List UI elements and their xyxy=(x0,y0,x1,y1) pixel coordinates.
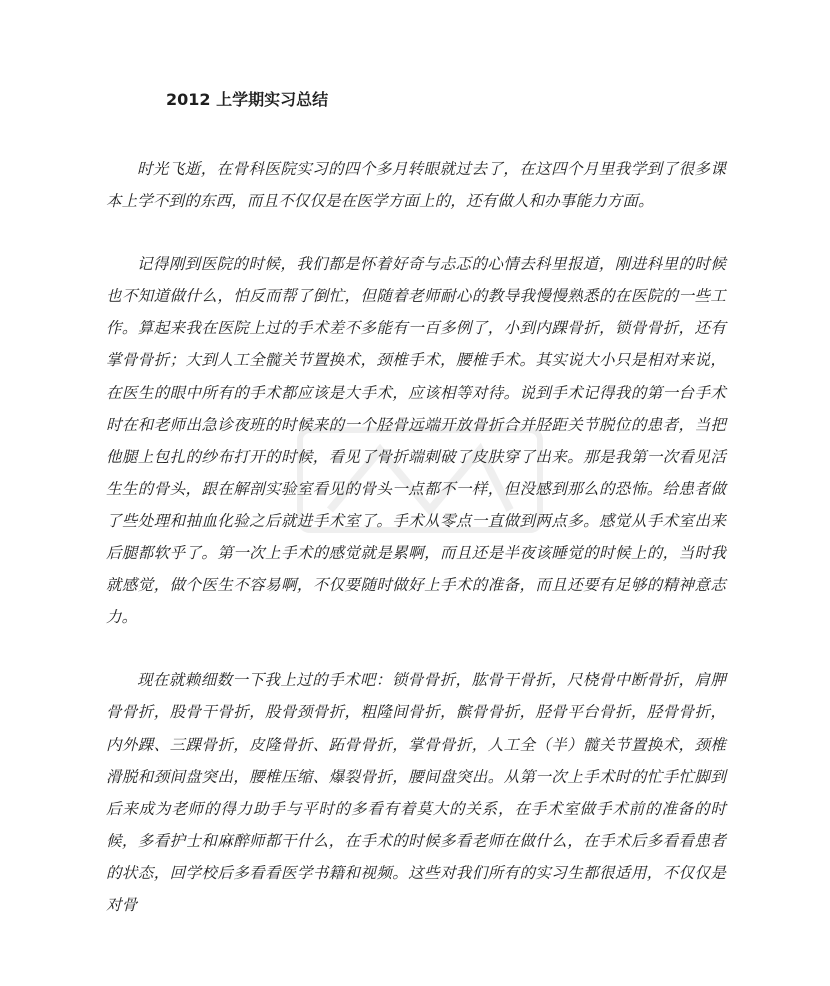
paragraph-first-surgery: 记得刚到医院的时候，我们都是怀着好奇与忐忑的心情去科里报道，刚进科里的时候也不知道做什么，怕反而帮了倒忙，但随着老师耐心的教导我慢慢熟悉的在医院的一些工作。算起来我在医院上过的手术差不多能有一百多例了，小到内踝骨折，锁骨骨折，还有掌骨骨折；大到人工全髋关节置换术，颈椎手术，腰椎手术。其实说大小只是相对来说，在医生的眼中所有的手术都应该是大手术，应该相等对待。说到手术记得我的第一台手术时在和老师出急诊夜班的时候来的一个胫骨远端开放骨折合并胫距关节脱位的患者，当把他腿上包扎的纱布打开的时候，看见了骨折端刺破了皮肤穿了出来。那是我第一次看见活生生的骨头，跟在解剖实验室看见的骨头一点都不一样，但没感到那么的恐怖。给患者做了些处理和抽血化验之后就进手术室了。手术从零点一直做到两点多。感觉从手术室出来后腿都软乎了。第一次上手术的感觉就是累啊，而且还是半夜该睡觉的时候上的，当时我就感觉，做个医生不容易啊，不仅要随时做好上手术的准备，而且还要有足够的精神意志力。 xyxy=(106,255,726,627)
paragraph-intro: 时光飞逝，在骨科医院实习的四个多月转眼就过去了，在这四个月里我学到了很多课本上学不到的东西，而且不仅仅是在医学方面上的，还有做人和办事能力方面。 xyxy=(106,160,726,211)
paragraph-surgery-list: 现在就赖细数一下我上过的手术吧：锁骨骨折，肱骨干骨折，尺桡骨中断骨折，肩胛骨骨折，股骨干骨折，股骨颈骨折，粗隆间骨折，髌骨骨折，胫骨平台骨折，胫骨骨折，内外踝、三踝骨折，皮隆骨折、跖骨骨折，掌骨骨折，人工全（半）髋关节置换术，颈椎滑脱和颈间盘突出，腰椎压缩、爆裂骨折，腰间盘突出。从第一次上手术时的忙手忙脚到后来成为老师的得力助手与平时的多看有着莫大的关系，在手术室做手术前的准备的时候，多看护士和麻醉师都干什么，在手术的时候多看老师在做什么，在手术后多看看患者的状态，回学校后多看看医学书籍和视频。这些对我们所有的实习生都很适用，不仅仅是对骨 xyxy=(106,671,726,914)
document-body xyxy=(106,153,726,952)
document-title: 2012 上学期实习总结 xyxy=(166,90,329,109)
